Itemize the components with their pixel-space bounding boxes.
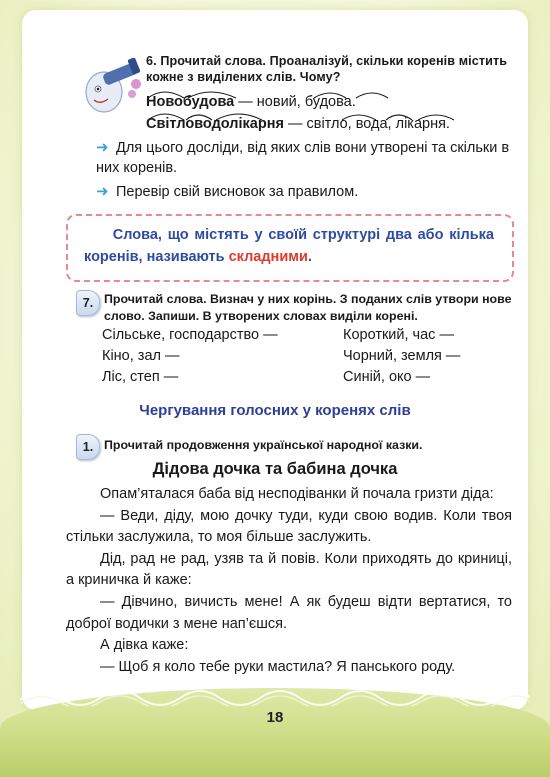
rule-text-part2: . — [307, 249, 312, 265]
story-paragraph: А дівка каже: — [100, 637, 189, 654]
exercise6-number: 6. — [146, 54, 157, 68]
exercise6-word-2-bold: Світловодолікарня — [146, 116, 284, 132]
exercise1-badge — [76, 434, 100, 460]
exercise6-note-2-text: Перевір свій висновок за правилом. — [116, 184, 359, 200]
exercise6-word-1-bold: Новобудова — [146, 94, 235, 110]
exercise7-number: 7. — [82, 296, 94, 310]
exercise7-pair: Кіно, зал — — [102, 348, 180, 364]
exercise7-pair: Чорний, земля — — [343, 348, 461, 364]
page-number: 18 — [266, 709, 284, 726]
story-paragraph: — Веди, діду, мою дочку туди, куди свою водив. Коли твоя стільки заслужила, то моя більше заслужить. — [66, 507, 512, 546]
story-paragraph: — Щоб я коло тебе руки мастила? Я панського роду. — [100, 658, 456, 675]
exercise6-note-1 — [96, 138, 516, 178]
exercise6-word-2 — [146, 116, 450, 132]
exercise7-pair: Короткий, час — — [343, 327, 454, 343]
footer-lace-ornament — [20, 680, 530, 706]
exercise6-note-2 — [96, 182, 516, 202]
exercise7-badge — [76, 290, 100, 316]
story-title: Дідова дочка та бабина дочка — [152, 460, 398, 478]
exercise7-pair: Сільське, господарство — — [102, 327, 278, 343]
exercise7-task: Прочитай слова. Визнач у них корінь. З поданих слів утвори нове слово. Запиши. В утворених словах виділи корені. — [104, 292, 512, 323]
story-paragraph: — Дівчино, вичисть мене! А як будеш відти вертатися, то доброї водички з мене нап’єшся. — [66, 593, 512, 632]
story-paragraph: Дід, рад не рад, узяв та й повів. Коли приходять до криниці, а криничка й каже: — [66, 550, 512, 589]
root-arc — [356, 93, 388, 98]
exercise7-pair: Ліс, степ — — [102, 369, 179, 385]
exercise6-note-1-text: Для цього досліди, від яких слів вони утворені та скільки в них коренів. — [96, 140, 510, 176]
rule-text — [84, 224, 494, 268]
exercise6-task-text: Прочитай слова. Проаналізуй, скільки коренів містить кожне з виділених слів. Чому? — [146, 54, 508, 84]
section-heading: Чергування голосних у коренях слів — [139, 402, 411, 419]
story-paragraph: Опам’яталася баба від несподіванки й почала гризти діда: — [100, 486, 494, 502]
telescope-character-icon — [78, 58, 142, 118]
exercise7-pair: Синій, око — — [343, 369, 431, 385]
blue-arrow-icon: ➜ — [96, 139, 109, 156]
rule-highlight: складними — [228, 249, 308, 265]
exercise6-word-2-explanation: — світло, вода, лікарня. — [283, 116, 450, 132]
blue-arrow-icon: ➜ — [96, 183, 109, 200]
exercise6-word-1-explanation: — новий, будова. — [234, 94, 356, 110]
exercise1-number: 1. — [82, 440, 94, 454]
rule-text-part1: Слова, що містять у своїй структурі два або кілька коренів, називають — [84, 227, 494, 265]
exercise1-task: Прочитай продовження української народної казки. — [104, 438, 423, 452]
story-text — [66, 484, 512, 678]
exercise6-task — [146, 53, 514, 85]
